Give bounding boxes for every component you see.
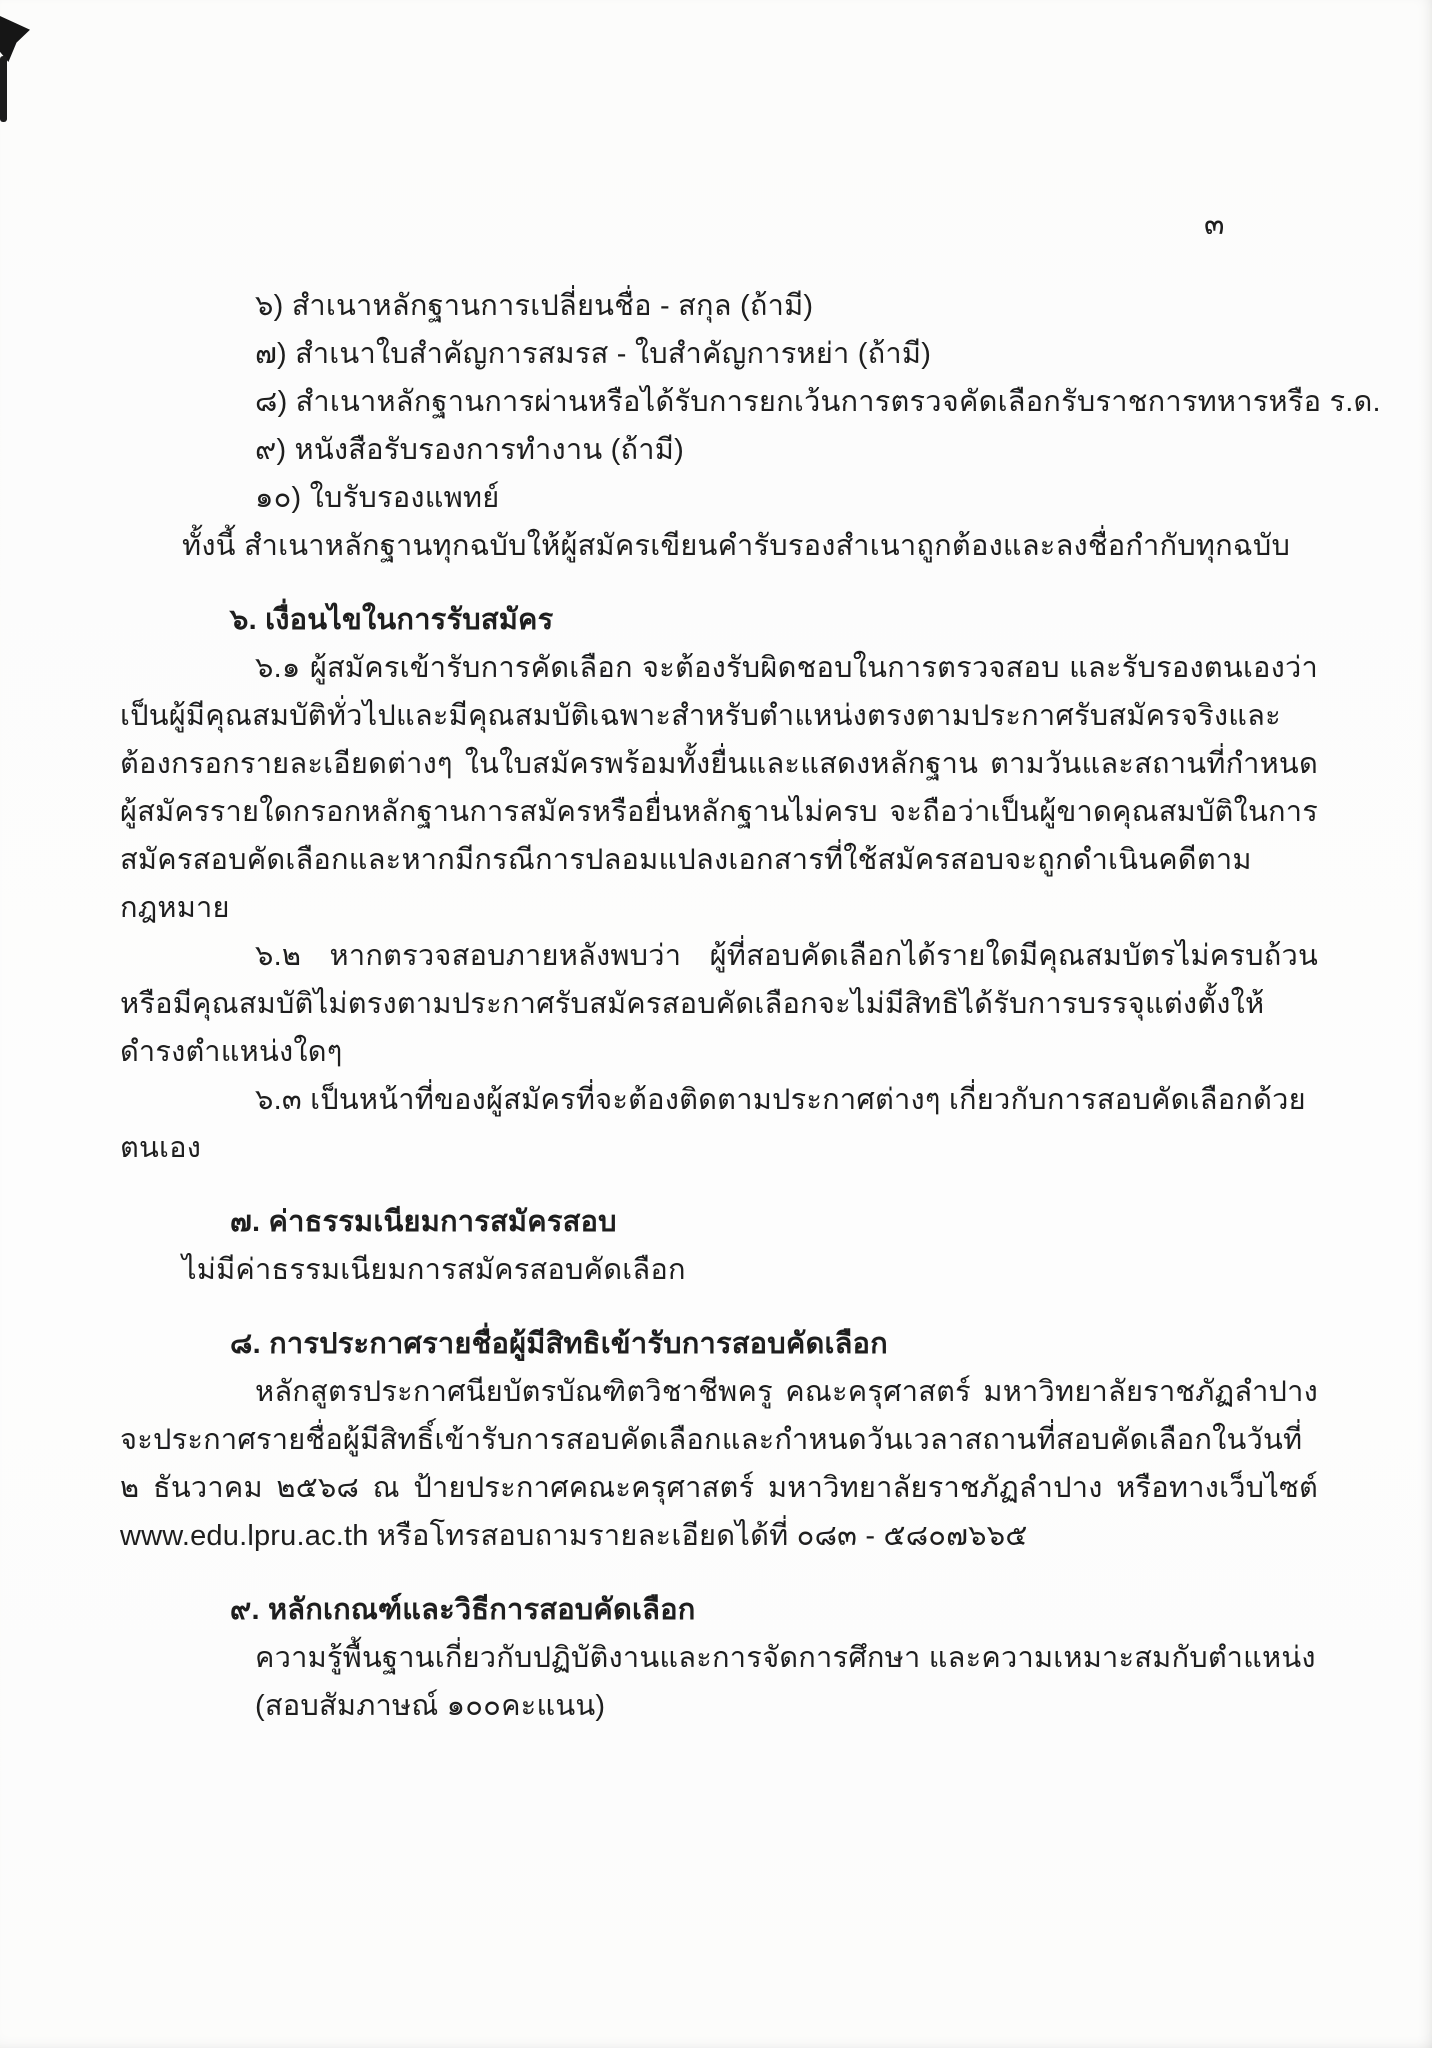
section-conditions: [120, 596, 1318, 1172]
attachment-note: ทั้งนี้ สำเนาหลักฐานทุกฉบับให้ผู้สมัครเขียนคำรับรองสำเนาถูกต้องและลงชื่อกำกับทุกฉบับ: [182, 530, 1291, 562]
list-item-work-certificate: ๙) หนังสือรับรองการทำงาน (ถ้ามี): [255, 434, 684, 466]
section-fee: [120, 1198, 1318, 1294]
page-number: ๓: [1204, 208, 1225, 241]
paragraph-fee: ไม่มีค่าธรรมเนียมการสมัครสอบคัดเลือก: [182, 1254, 686, 1286]
section-announcement-heading: ๘. การประกาศรายชื่อผู้มีสิทธิเข้ารับการสอบคัดเลือก: [230, 1328, 888, 1360]
list-item-marriage-cert: ๗) สำเนาใบสำคัญการสมรส - ใบสำคัญการหย่า (ถ้ามี): [255, 338, 932, 370]
attachment-list: [120, 282, 1381, 522]
paragraph-criteria: ความรู้พื้นฐานเกี่ยวกับปฏิบัติงานและการจัดการศึกษา และความเหมาะสมกับตำแหน่ง: [255, 1642, 1316, 1674]
paragraph-announcement: หลักสูตรประกาศนียบัตรบัณฑิตวิชาชีพครู คณะครุศาสตร์ มหาวิทยาลัยราชภัฏลำปาง จะประกาศรายชื่อผู้มีสิทธิ์เข้ารับการสอบคัดเลือกและกำหนดวันเวลาสถานที่สอบคัดเลือกในวันที่ ๒ ธันวาคม ๒๕๖๘ ณ ป้ายประกาศคณะครุศาสตร์ มหาวิทยาลัยราชภัฏลำปาง หรือทางเว็บไซต์ www.edu.lpru.ac.th หรือโทรสอบถามรายละเอียดได้ที่ ๐๘๓ - ๕๘๐๗๖๖๕: [120, 1376, 1318, 1552]
section-conditions-heading: ๖. เงื่อนไขในการรับสมัคร: [230, 604, 554, 636]
section-criteria-heading: ๙. หลักเกณฑ์และวิธีการสอบคัดเลือก: [230, 1594, 696, 1626]
list-item-medical-certificate: ๑๐) ใบรับรองแพทย์: [255, 482, 500, 514]
list-item-military-exemption: ๘) สำเนาหลักฐานการผ่านหรือได้รับการยกเว้นการตรวจคัดเลือกรับราชการทหารหรือ ร.ด.: [255, 386, 1381, 418]
paragraph-6-3: ๖.๓ เป็นหน้าที่ของผู้สมัครที่จะต้องติดตามประกาศต่างๆ เกี่ยวกับการสอบคัดเลือกด้วยตนเอง: [120, 1084, 1306, 1164]
scan-artifact-edge: [0, 56, 7, 122]
paragraph-6-2: ๖.๒ หากตรวจสอบภายหลังพบว่า ผู้ที่สอบคัดเลือกได้รายใดมีคุณสมบัตรไม่ครบถ้วนหรือมีคุณสมบัติไม่ตรงตามประกาศรับสมัครสอบคัดเลือกจะไม่มีสิทธิได้รับการบรรจุแต่งตั้งให้ดำรงตำแหน่งใดๆ: [120, 940, 1318, 1068]
section-criteria: [120, 1586, 1318, 1730]
paragraph-6-1: ๖.๑ ผู้สมัครเข้ารับการคัดเลือก จะต้องรับผิดชอบในการตรวจสอบ และรับรองตนเองว่าเป็นผู้มีคุณสมบัติทั่วไปและมีคุณสมบัติเฉพาะสำหรับตำแหน่งตรงตามประกาศรับสมัครจริงและต้องกรอกรายละเอียดต่างๆ ในใบสมัครพร้อมทั้งยื่นและแสดงหลักฐาน ตามวันและสถานที่กำหนด ผู้สมัครรายใดกรอกหลักฐานการสมัครหรือยื่นหลักฐานไม่ครบ จะถือว่าเป็นผู้ขาดคุณสมบัติในการสมัครสอบคัดเลือกและหากมีกรณีการปลอมแปลงเอกสารที่ใช้สมัครสอบจะถูกดำเนินคดีตามกฎหมาย: [120, 652, 1318, 924]
paragraph-interview-score: (สอบสัมภาษณ์ ๑๐๐คะแนน): [255, 1690, 606, 1722]
list-item-name-change: ๖) สำเนาหลักฐานการเปลี่ยนชื่อ - สกุล (ถ้ามี): [255, 290, 814, 322]
document-content: [120, 282, 1381, 1730]
section-announcement: [120, 1320, 1318, 1560]
section-fee-heading: ๗. ค่าธรรมเนียมการสมัครสอบ: [230, 1206, 617, 1238]
